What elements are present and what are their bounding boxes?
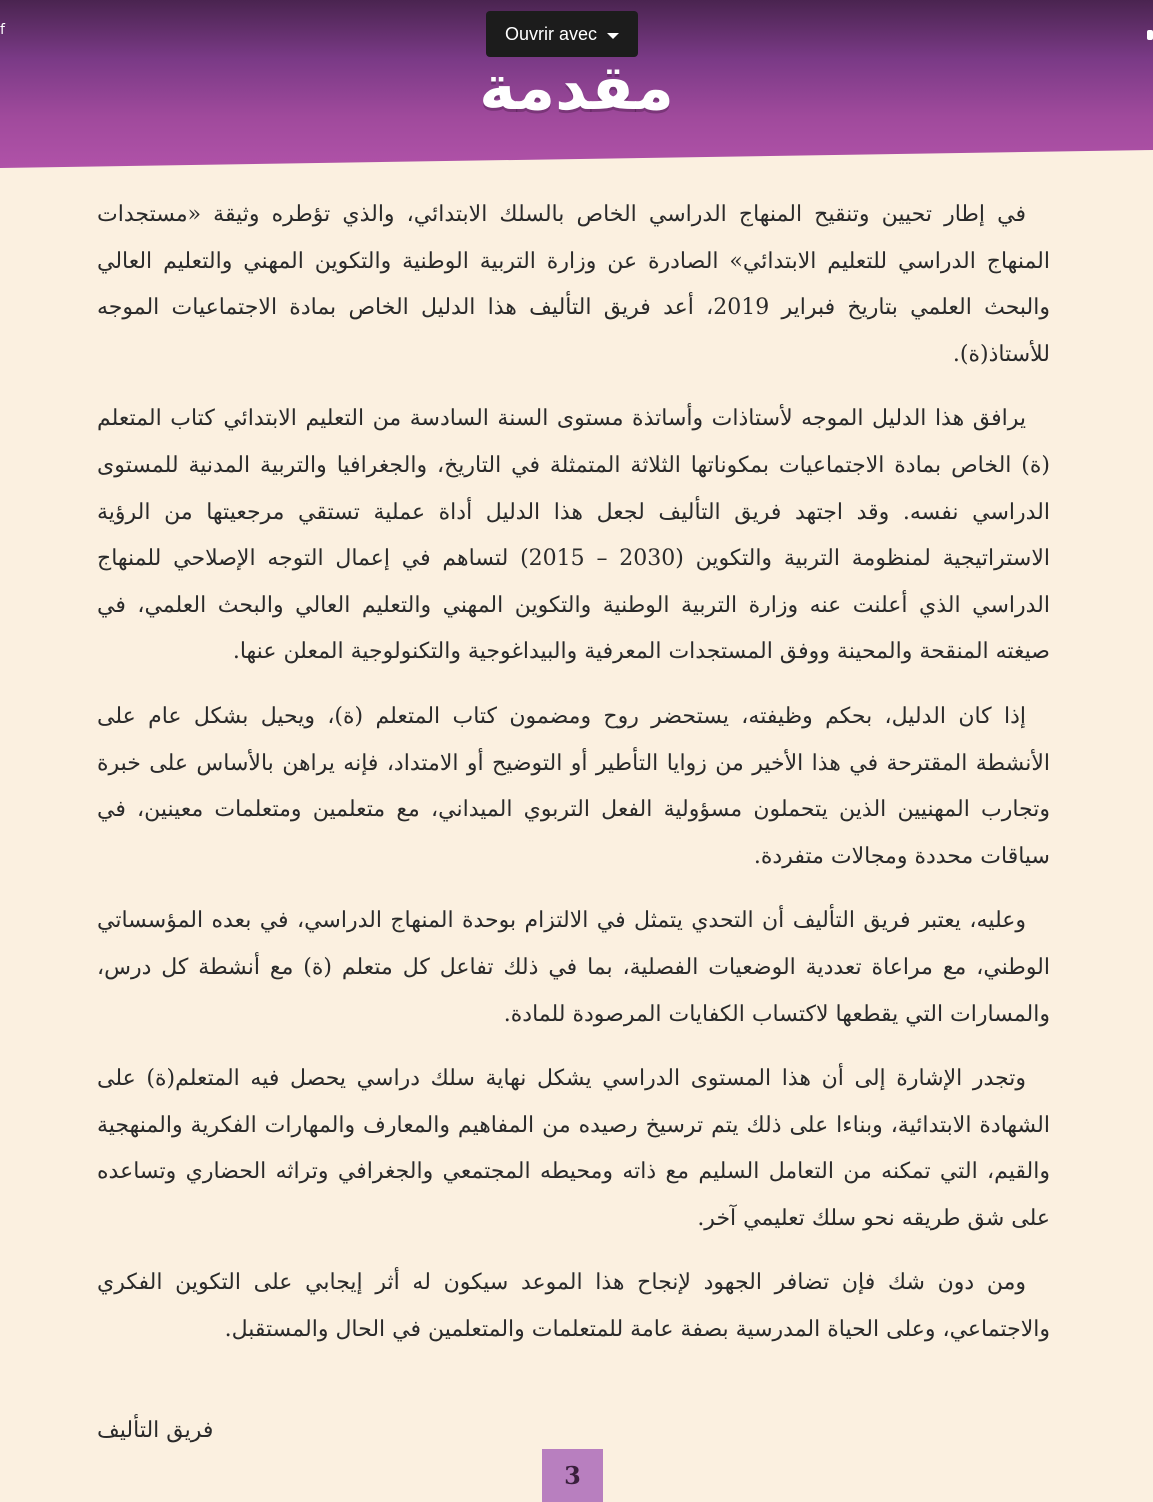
paragraph: في إطار تحيين وتنقيح المنهاج الدراسي الخاص بالسلك الابتدائي، والذي تؤطره وثيقة «مستجدات المنهاج الدراسي للتعليم الابتدائي» الصادرة عن وزارة التربية الوطنية والتكوين المهني والتعليم العالي والبحث العلمي بتاريخ فبراير 2019، أعد فريق التأليف هذا الدليل الخاص بمادة الاجتماعيات الموجه للأستاذ(ة).	[97, 202, 1050, 367]
page-number-badge: 3	[542, 1449, 603, 1502]
edge-marker	[1147, 30, 1153, 40]
paragraph: وتجدر الإشارة إلى أن هذا المستوى الدراسي يشكل نهاية سلك دراسي يحصل فيه المتعلم(ة) على الشهادة الابتدائية، وبناءا على ذلك يتم ترسيخ رصيده من المفاهيم والمعارف والمهارات الفكرية والمنهجية والقيم، التي تمكنه من التعامل السليم مع ذاته ومحيطه المجتمعي والجغرافي وتراثه الحضاري وتساعده على شق طريقه نحو سلك تعليمي آخر.	[97, 1066, 1050, 1231]
open-with-label: Ouvrir avec	[504, 23, 598, 44]
paragraph: ومن دون شك فإن تضافر الجهود لإنجاح هذا الموعد سيكون له أثر إيجابي على التكوين الفكري والاجتماعي، وعلى الحياة المدرسية بصفة عامة للمتعلمات والمتعلمين في الحال والمستقبل.	[97, 1270, 1050, 1343]
document-body	[97, 192, 1050, 1372]
paragraph: يرافق هذا الدليل الموجه لأستاذات وأساتذة مستوى السنة السادسة من التعليم الابتدائي كتاب المتعلم (ة) الخاص بمادة الاجتماعيات بمكوناتها الثلاثة المتمثلة في التاريخ، والجغرافيا والتربية المدنية للمستوى الدراسي نفسه. وقد اجتهد فريق التأليف لجعل هذا الدليل أداة عملية تستقي مرجعيتها من الرؤية الاستراتيجية لمنظومة التربية والتكوين (2030 – 2015) لتساهم في إعمال التوجه الإصلاحي للمنهاج الدراسي الذي أعلنت عنه وزارة التربية الوطنية والتكوين المهني والتعليم العالي والبحث العلمي، في صيغته المنقحة والمحينة ووفق المستجدات المعرفية والبيداغوجية والتكنولوجية المعلن عنها.	[97, 406, 1050, 665]
chevron-down-icon	[607, 33, 619, 39]
signature: فريق التأليف	[97, 1418, 214, 1443]
paragraph: إذا كان الدليل، بحكم وظيفته، يستحضر روح ومضمون كتاب المتعلم (ة)، ويحيل بشكل عام على الأنشطة المقترحة في هذا الأخير من زوايا التأطير أو التوضيح أو الامتداد، فإنه يراهن بالأساس على خبرة وتجارب المهنيين الذين يتحملون مسؤولية الفعل التربوي الميداني، مع متعلمين ومتعلمات معينين، في سياقات محددة ومجالات متفردة.	[97, 703, 1050, 869]
header-curve-decoration	[0, 150, 1153, 190]
edge-glyph: f	[0, 22, 5, 38]
page-title: مقدمة	[479, 51, 674, 124]
paragraph: وعليه، يعتبر فريق التأليف أن التحدي يتمثل في الالتزام بوحدة المنهاج الدراسي، في بعده المؤسساتي الوطني، مع مراعاة تعددية الوضعيات الفصلية، بما في ذلك تفاعل كل متعلم (ة) مع أنشطة كل درس، والمسارات التي يقطعها لاكتساب الكفايات المرصودة للمادة.	[97, 908, 1050, 1027]
